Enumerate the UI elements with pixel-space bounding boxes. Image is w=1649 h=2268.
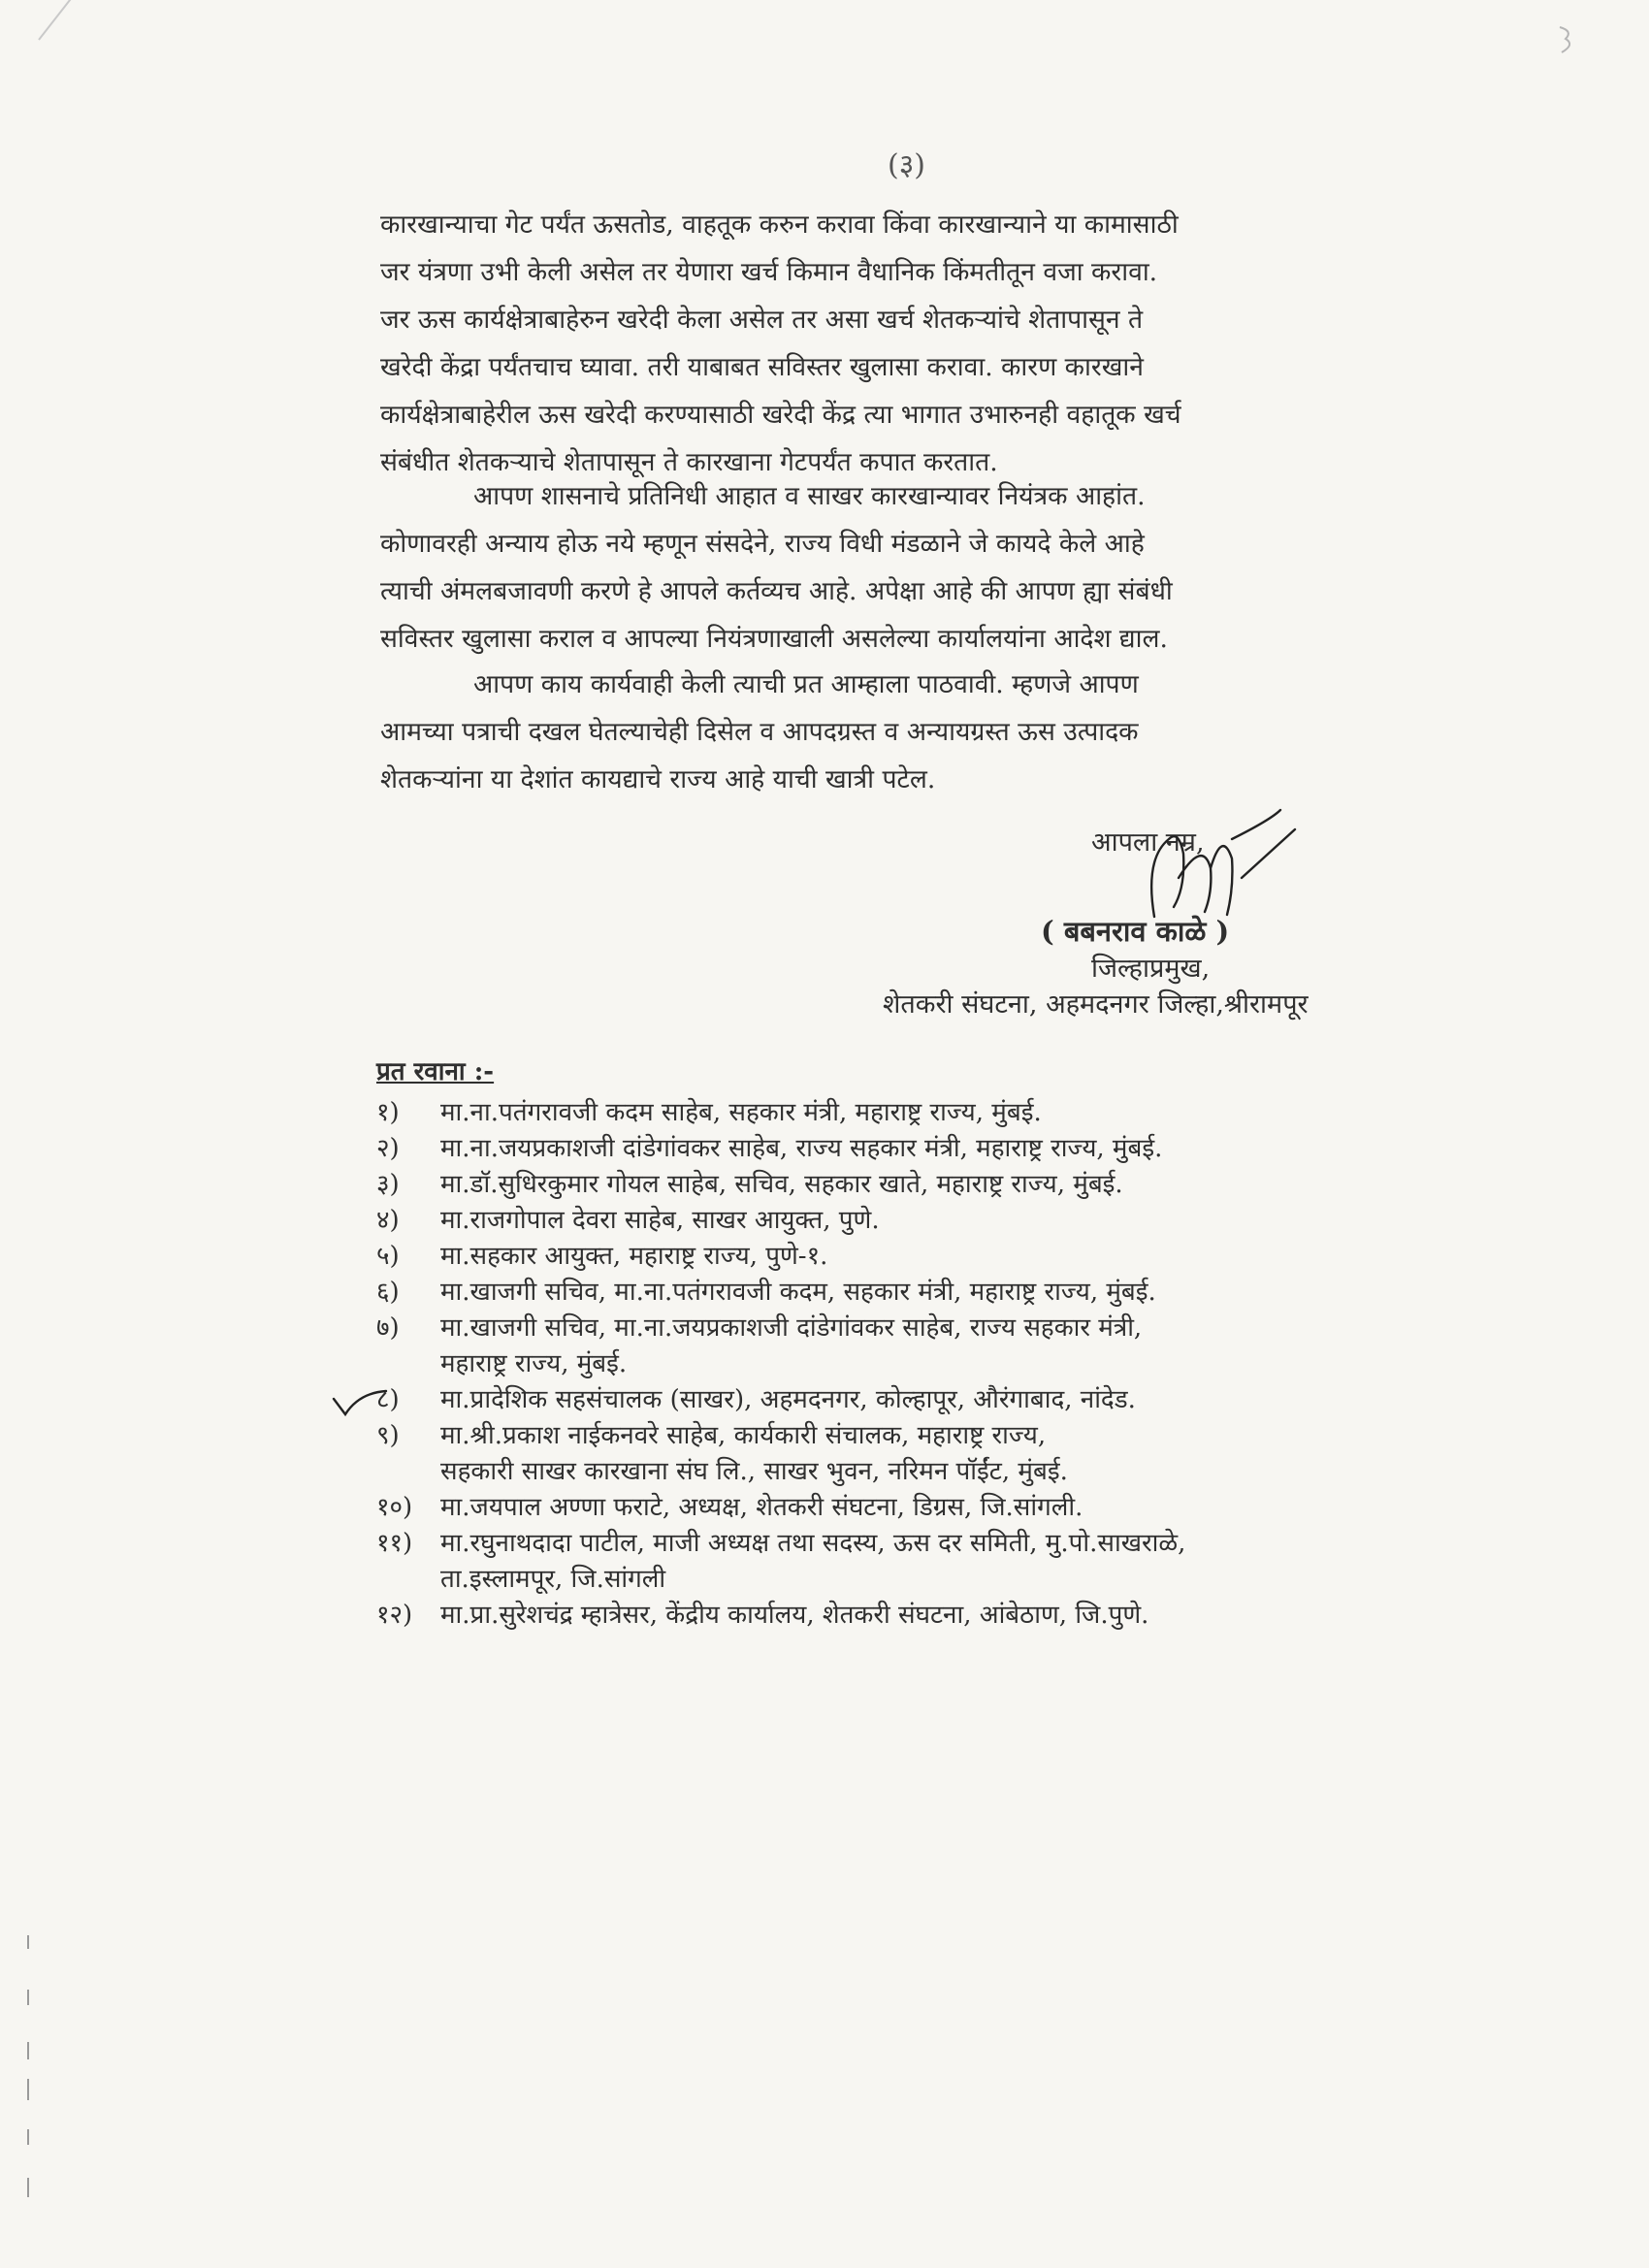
copy-recipient-text: मा.प्रादेशिक सहसंचालक (साखर), अहमदनगर, कोल्हापूर, औरंगाबाद, नांदेड. xyxy=(440,1385,1136,1414)
text-line: आपण काय कार्यवाही केली त्याची प्रत आम्हाला पाठवावी. म्हणजे आपण xyxy=(473,669,1139,699)
page-number: (३) xyxy=(888,148,926,182)
copy-recipient-text: मा.खाजगी सचिव, मा.ना.पतंगरावजी कदम, सहकार मंत्री, महाराष्ट्र राज्य, मुंबई. xyxy=(440,1278,1156,1307)
copy-recipient-text: सहकारी साखर कारखाना संघ लि., साखर भुवन, नरिमन पॉईंट, मुंबई. xyxy=(440,1457,1068,1486)
copy-recipient-item xyxy=(376,1454,1482,1490)
copies-list xyxy=(376,1095,1482,1634)
text-line: शेतकऱ्यांना या देशांत कायद्याचे राज्य आहे याची खात्री पटेल. xyxy=(380,764,936,794)
copy-number: १) xyxy=(376,1098,400,1127)
copy-recipient-text: मा.जयपाल अण्णा फराटे, अध्यक्ष, शेतकरी संघटना, डिग्रस, जि.सांगली. xyxy=(440,1493,1083,1522)
paragraph-2 xyxy=(380,472,1455,663)
paragraph-3 xyxy=(380,661,1455,803)
scan-edge-line xyxy=(38,0,153,41)
copy-recipient-item xyxy=(376,1275,1482,1311)
copy-recipient-item xyxy=(376,1167,1482,1203)
text-line: कार्यक्षेत्राबाहेरील ऊस खरेदी करण्यासाठी खरेदी केंद्र त्या भागात उभारुनही वहातूक खर्च xyxy=(380,400,1181,430)
copy-recipient-text: मा.ना.पतंगरावजी कदम साहेब, सहकार मंत्री, महाराष्ट्र राज्य, मुंबई. xyxy=(440,1098,1042,1127)
copy-recipient-text: मा.राजगोपाल देवरा साहेब, साखर आयुक्त, पुणे. xyxy=(440,1206,880,1235)
copy-recipient-item xyxy=(376,1526,1482,1562)
copies-to-section xyxy=(376,1053,1482,1634)
copy-recipient-text: मा.खाजगी सचिव, मा.ना.जयप्रकाशजी दांडेगांवकर साहेब, राज्य सहकार मंत्री, xyxy=(440,1313,1143,1343)
text-line: आपण शासनाचे प्रतिनिधी आहात व साखर कारखान्यावर नियंत्रक आहांत. xyxy=(473,481,1146,511)
copy-recipient-item xyxy=(376,1203,1482,1239)
copy-recipient-text: ता.इस्लामपूर, जि.सांगली xyxy=(440,1565,666,1594)
copy-number: १०) xyxy=(376,1493,413,1522)
copy-recipient-text: मा.सहकार आयुक्त, महाराष्ट्र राज्य, पुणे-१. xyxy=(440,1242,828,1271)
copy-recipient-item xyxy=(376,1095,1482,1131)
copy-recipient-item xyxy=(376,1382,1482,1418)
copy-recipient-item xyxy=(376,1490,1482,1526)
copies-heading: प्रत रवाना :- xyxy=(376,1057,495,1086)
signer-organization: शेतकरी संघटना, अहमदनगर जिल्हा,श्रीरामपूर xyxy=(883,989,1309,1020)
copy-recipient-item xyxy=(376,1131,1482,1167)
copy-recipient-text: मा.रघुनाथदादा पाटील, माजी अध्यक्ष तथा सदस्य, ऊस दर समिती, मु.पो.साखराळे, xyxy=(440,1529,1186,1558)
corner-scan-mark xyxy=(1552,21,1581,60)
copy-number: ४) xyxy=(376,1206,400,1235)
copy-recipient-item xyxy=(376,1418,1482,1454)
copy-recipient-text: मा.ना.जयप्रकाशजी दांडेगांवकर साहेब, राज्य सहकार मंत्री, महाराष्ट्र राज्य, मुंबई. xyxy=(440,1134,1163,1163)
text-line: संबंधीत शेतकऱ्याचे शेतापासून ते कारखाना गेटपर्यंत कपात करतात. xyxy=(380,447,998,477)
copy-recipient-item xyxy=(376,1346,1482,1382)
copy-number xyxy=(376,1454,440,1490)
copy-recipient-item xyxy=(376,1311,1482,1346)
copy-number: ५) xyxy=(376,1242,400,1271)
copy-number: ११) xyxy=(376,1529,413,1558)
copy-number: ७) xyxy=(376,1313,400,1343)
text-line: खरेदी केंद्रा पर्यंतचाच घ्यावा. तरी याबाबत सविस्तर खुलासा करावा. कारण कारखाने xyxy=(380,352,1144,382)
copy-number: १२) xyxy=(376,1601,413,1630)
signer-designation: जिल्हाप्रमुख, xyxy=(1091,954,1211,984)
copy-recipient-item xyxy=(376,1598,1482,1634)
text-line: कोणावरही अन्याय होऊ नये म्हणून संसदेने, राज्य विधी मंडळाने जे कायदे केले आहे xyxy=(380,529,1145,559)
copy-number xyxy=(376,1346,440,1382)
copy-number: ६) xyxy=(376,1278,400,1307)
copy-number xyxy=(376,1562,440,1598)
copy-number: ९) xyxy=(376,1421,400,1450)
paragraph-1 xyxy=(380,201,1455,486)
text-line: आमच्या पत्राची दखल घेतल्याचेही दिसेल व आपदग्रस्त व अन्यायग्रस्त ऊस उत्पादक xyxy=(380,717,1139,747)
copy-recipient-text: मा.डॉ.सुधिरकुमार गोयल साहेब, सचिव, सहकार खाते, महाराष्ट्र राज्य, मुंबई. xyxy=(440,1170,1123,1199)
text-line: त्याची अंमलबजावणी करणे हे आपले कर्तव्यच आहे. अपेक्षा आहे की आपण ह्या संबंधी xyxy=(380,576,1173,606)
signer-name: ( बबनराव काळे ) xyxy=(1041,915,1230,948)
copy-recipient-text: मा.श्री.प्रकाश नाईकनवरे साहेब, कार्यकारी संचालक, महाराष्ट्र राज्य, xyxy=(440,1421,1047,1450)
text-line: कारखान्याचा गेट पर्यंत ऊसतोड, वाहतूक करुन करावा किंवा कारखान्याने या कामासाठी xyxy=(380,210,1179,240)
copy-number: ३) xyxy=(376,1170,400,1199)
copy-recipient-item xyxy=(376,1562,1482,1598)
text-line: जर यंत्रणा उभी केली असेल तर येणारा खर्च किमान वैधानिक किंमतीतून वजा करावा. xyxy=(380,257,1158,287)
copy-number: २) xyxy=(376,1134,400,1163)
text-line: सविस्तर खुलासा कराल व आपल्या नियंत्रणाखाली असलेल्या कार्यालयांना आदेश द्याल. xyxy=(380,624,1168,654)
margin-scan-marks xyxy=(23,1935,33,2226)
copy-recipient-text: महाराष्ट्र राज्य, मुंबई. xyxy=(440,1349,628,1378)
copy-number: ८) xyxy=(376,1385,400,1414)
text-line: जर ऊस कार्यक्षेत्राबाहेरुन खरेदी केला असेल तर असा खर्च शेतकऱ्यांचे शेतापासून ते xyxy=(380,305,1144,335)
copy-recipient-text: मा.प्रा.सुरेशचंद्र म्हात्रेसर, केंद्रीय कार्यालय, शेतकरी संघटना, आंबेठाण, जि.पुणे. xyxy=(440,1601,1149,1630)
copy-recipient-item xyxy=(376,1239,1482,1275)
closing-salutation: आपला नम्र, xyxy=(1091,827,1205,858)
